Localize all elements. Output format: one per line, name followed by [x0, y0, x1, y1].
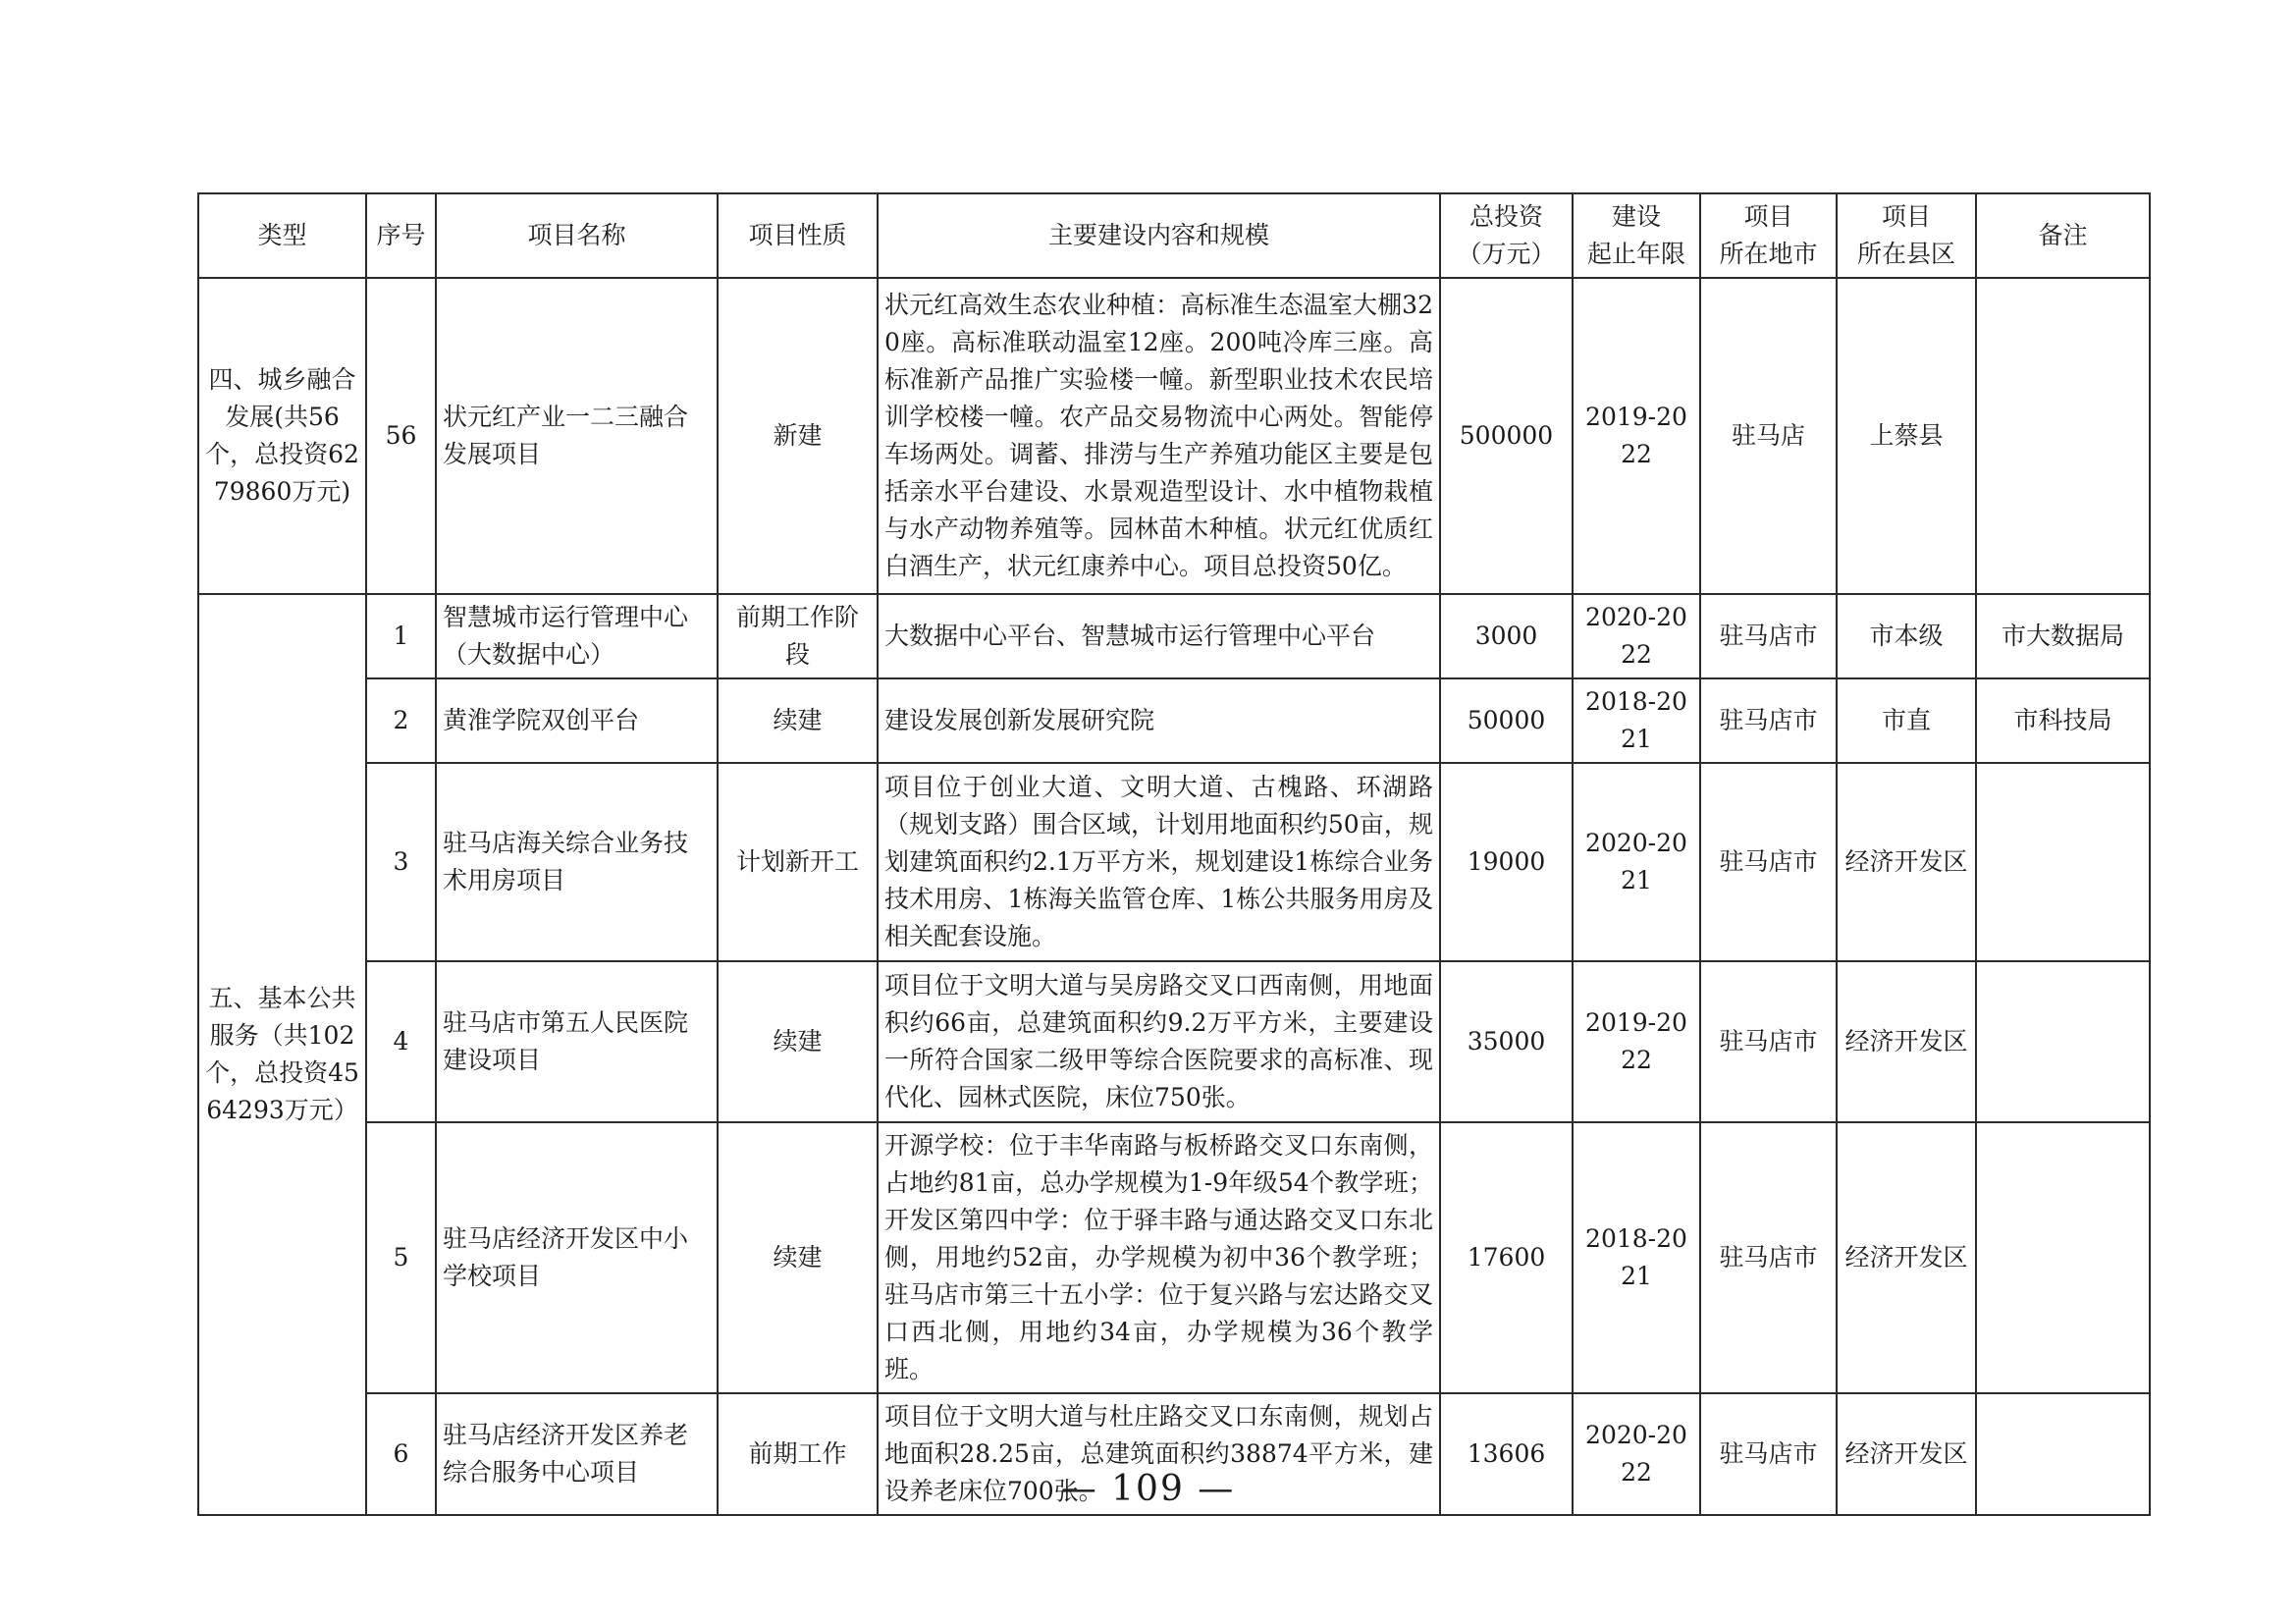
- content-cell: 状元红高效生态农业种植：高标准生态温室大棚320座。高标准联动温室12座。200吨冷库三座。高标准新产品推广实验楼一幢。新型职业技术农民培训学校楼一幢。农产品交易物流中心两处。智能停车场两处。调蓄、排涝与生产养殖功能区主要是包括亲水平台建设、水景观造型设计、水中植物栽植与水产动物养殖等。园林苗木种植。状元红优质红白酒生产，状元红康养中心。项目总投资50亿。: [878, 278, 1440, 594]
- city-cell: 驻马店市: [1700, 678, 1837, 763]
- nature-cell: 续建: [718, 961, 878, 1122]
- project-name-cell: 智慧城市运行管理中心（大数据中心）: [436, 594, 718, 678]
- table-row: [198, 594, 2150, 678]
- period-cell: 2018-2021: [1573, 678, 1700, 763]
- county-cell: 经济开发区: [1837, 1122, 1976, 1393]
- project-name-cell: 驻马店市第五人民医院建设项目: [436, 961, 718, 1122]
- header-seq: 序号: [366, 193, 436, 278]
- city-cell: 驻马店市: [1700, 1393, 1837, 1515]
- city-cell: 驻马店市: [1700, 961, 1837, 1122]
- seq-cell: 56: [366, 278, 436, 594]
- seq-cell: 3: [366, 763, 436, 961]
- table-row: [198, 763, 2150, 961]
- category-cell: 五、基本公共服务（共102个，总投资4564293万元）: [198, 594, 366, 1515]
- city-cell: 驻马店市: [1700, 594, 1837, 678]
- county-cell: 市本级: [1837, 594, 1976, 678]
- project-name-cell: 驻马店海关综合业务技术用房项目: [436, 763, 718, 961]
- investment-cell: 17600: [1440, 1122, 1573, 1393]
- header-city: [1700, 193, 1837, 278]
- header-period-line1: 建设: [1611, 202, 1661, 231]
- note-cell: [1976, 1122, 2150, 1393]
- city-cell: 驻马店市: [1700, 763, 1837, 961]
- seq-cell: 6: [366, 1393, 436, 1515]
- header-type: 类型: [198, 193, 366, 278]
- header-investment: [1440, 193, 1573, 278]
- period-cell: 2020-2022: [1573, 1393, 1700, 1515]
- period-cell: 2020-2021: [1573, 763, 1700, 961]
- county-cell: 市直: [1837, 678, 1976, 763]
- header-county: [1837, 193, 1976, 278]
- nature-cell: 新建: [718, 278, 878, 594]
- header-period-line2: 起止年限: [1586, 240, 1685, 268]
- note-cell: [1976, 961, 2150, 1122]
- investment-cell: 500000: [1440, 278, 1573, 594]
- period-cell: 2019-2022: [1573, 961, 1700, 1122]
- seq-cell: 5: [366, 1122, 436, 1393]
- note-cell: 市大数据局: [1976, 594, 2150, 678]
- content-cell: 开源学校：位于丰华南路与板桥路交叉口东南侧，占地约81亩，总办学规模为1-9年级54个教学班；开发区第四中学：位于驿丰路与通达路交叉口东北侧，用地约52亩，办学规模为初中36个教学班；驻马店市第三十五小学：位于复兴路与宏达路交叉口西北侧，用地约34亩，办学规模为36个教学班。: [878, 1122, 1440, 1393]
- header-county-line2: 所在县区: [1856, 240, 1955, 268]
- table-row: [198, 1122, 2150, 1393]
- header-nature: 项目性质: [718, 193, 878, 278]
- header-investment-line1: 总投资: [1468, 202, 1543, 231]
- project-name-cell: 状元红产业一二三融合发展项目: [436, 278, 718, 594]
- header-note: 备注: [1976, 193, 2150, 278]
- note-cell: [1976, 278, 2150, 594]
- table-header-row: [198, 193, 2150, 278]
- table-row: [198, 678, 2150, 763]
- seq-cell: 1: [366, 594, 436, 678]
- investment-cell: 50000: [1440, 678, 1573, 763]
- investment-cell: 13606: [1440, 1393, 1573, 1515]
- project-name-cell: 驻马店经济开发区中小学校项目: [436, 1122, 718, 1393]
- investment-cell: 19000: [1440, 763, 1573, 961]
- header-city-line1: 项目: [1743, 202, 1793, 231]
- content-cell: 建设发展创新发展研究院: [878, 678, 1440, 763]
- category-cell: 四、城乡融合发展(共56个，总投资6279860万元): [198, 278, 366, 594]
- header-county-line1: 项目: [1881, 202, 1931, 231]
- header-content: 主要建设内容和规模: [878, 193, 1440, 278]
- table-row: [198, 278, 2150, 594]
- content-cell: 项目位于文明大道与杜庄路交叉口东南侧，规划占地面积28.25亩，总建筑面积约38874平方米，建设养老床位700张。: [878, 1393, 1440, 1515]
- content-cell: 项目位于创业大道、文明大道、古槐路、环湖路（规划支路）围合区域，计划用地面积约50亩，规划建筑面积约2.1万平方米，规划建设1栋综合业务技术用房、1栋海关监管仓库、1栋公共服务用房及相关配套设施。: [878, 763, 1440, 961]
- content-cell: 大数据中心平台、智慧城市运行管理中心平台: [878, 594, 1440, 678]
- header-city-line2: 所在地市: [1719, 240, 1818, 268]
- period-cell: 2018-2021: [1573, 1122, 1700, 1393]
- investment-cell: 3000: [1440, 594, 1573, 678]
- header-period: [1573, 193, 1700, 278]
- note-cell: [1976, 763, 2150, 961]
- nature-cell: 计划新开工: [718, 763, 878, 961]
- county-cell: 经济开发区: [1837, 763, 1976, 961]
- seq-cell: 2: [366, 678, 436, 763]
- table-row: [198, 961, 2150, 1122]
- content-cell: 项目位于文明大道与吴房路交叉口西南侧，用地面积约66亩，总建筑面积约9.2万平方米，主要建设一所符合国家二级甲等综合医院要求的高标准、现代化、园林式医院，床位750张。: [878, 961, 1440, 1122]
- city-cell: 驻马店: [1700, 278, 1837, 594]
- header-name: 项目名称: [436, 193, 718, 278]
- header-investment-line2: （万元）: [1457, 240, 1556, 268]
- period-cell: 2020-2022: [1573, 594, 1700, 678]
- note-cell: 市科技局: [1976, 678, 2150, 763]
- county-cell: 经济开发区: [1837, 961, 1976, 1122]
- project-name-cell: 黄淮学院双创平台: [436, 678, 718, 763]
- period-cell: 2019-2022: [1573, 278, 1700, 594]
- county-cell: 经济开发区: [1837, 1393, 1976, 1515]
- nature-cell: 续建: [718, 678, 878, 763]
- nature-cell: 前期工作阶段: [718, 594, 878, 678]
- city-cell: 驻马店市: [1700, 1122, 1837, 1393]
- investment-cell: 35000: [1440, 961, 1573, 1122]
- page-number: — 109 —: [1060, 1469, 1236, 1509]
- nature-cell: 前期工作: [718, 1393, 878, 1515]
- seq-cell: 4: [366, 961, 436, 1122]
- county-cell: 上蔡县: [1837, 278, 1976, 594]
- project-table: [197, 192, 2151, 1516]
- nature-cell: 续建: [718, 1122, 878, 1393]
- project-name-cell: 驻马店经济开发区养老综合服务中心项目: [436, 1393, 718, 1515]
